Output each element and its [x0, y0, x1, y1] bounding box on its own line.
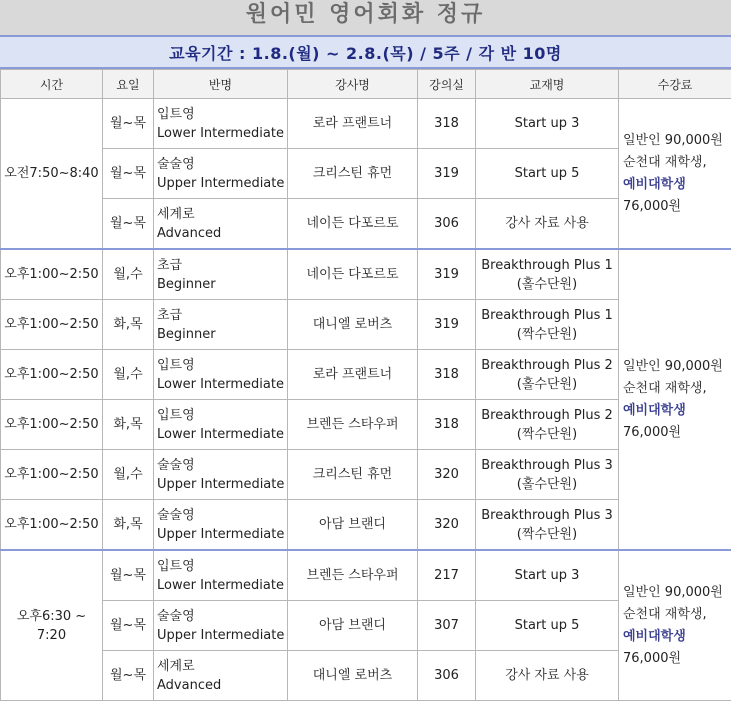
class-name-ko: 입트영 [157, 105, 287, 124]
class-level-en: Beginner [157, 275, 287, 294]
fee-prefreshman: 예비대학생 [623, 174, 731, 196]
book-cell [476, 199, 619, 250]
room-cell: 319 [418, 249, 476, 300]
page-title: 원어민 영어회화 정규 [246, 0, 486, 28]
header-class: 반명 [154, 70, 288, 99]
teacher-cell: 로라 프랜트너 [288, 350, 418, 400]
fee-general: 일반인 90,000원 [623, 130, 731, 152]
class-level-en: Lower Intermediate [157, 124, 287, 143]
header-book: 교재명 [476, 70, 619, 99]
class-cell [154, 601, 288, 651]
day-cell: 화,목 [103, 400, 154, 450]
class-name-ko: 세계로 [157, 657, 287, 676]
fee-student: 순천대 재학생, [623, 604, 731, 626]
book-units: (홀수단원) [476, 475, 618, 494]
teacher-cell: 대니엘 로버츠 [288, 300, 418, 350]
fee-student-price: 76,000원 [623, 648, 731, 670]
class-cell [154, 550, 288, 601]
book-cell [476, 300, 619, 350]
book-title: Start up 3 [476, 114, 618, 133]
class-cell [154, 300, 288, 350]
fee-student-price: 76,000원 [623, 422, 731, 444]
time-cell: 오전7:50~8:40 [1, 99, 103, 250]
fee-prefreshman: 예비대학생 [623, 400, 731, 422]
room-cell: 320 [418, 450, 476, 500]
class-name-ko: 술술영 [157, 456, 287, 475]
room-cell: 306 [418, 651, 476, 701]
book-units: (짝수단원) [476, 425, 618, 444]
book-title: 강사 자료 사용 [476, 214, 618, 233]
teacher-cell: 대니엘 로버츠 [288, 651, 418, 701]
day-cell: 화,목 [103, 300, 154, 350]
table-row [1, 550, 731, 601]
room-cell: 318 [418, 350, 476, 400]
room-cell: 217 [418, 550, 476, 601]
class-cell [154, 249, 288, 300]
room-cell: 319 [418, 300, 476, 350]
fee-student: 순천대 재학생, [623, 378, 731, 400]
time-cell: 오후1:00~2:50 [1, 249, 103, 300]
fee-cell [619, 550, 731, 701]
class-name-ko: 초급 [157, 256, 287, 275]
teacher-cell: 네이든 다포르토 [288, 249, 418, 300]
time-cell: 오후1:00~2:50 [1, 350, 103, 400]
teacher-cell: 아담 브랜디 [288, 601, 418, 651]
class-level-en: Advanced [157, 676, 287, 695]
fee-student-price: 76,000원 [623, 196, 731, 218]
time-cell: 오후1:00~2:50 [1, 400, 103, 450]
class-level-en: Upper Intermediate [157, 525, 287, 544]
book-cell [476, 99, 619, 149]
class-name-ko: 입트영 [157, 356, 287, 375]
table-body [1, 99, 731, 701]
fee-prefreshman: 예비대학생 [623, 626, 731, 648]
header-room: 강의실 [418, 70, 476, 99]
book-cell [476, 350, 619, 400]
time-cell: 오후1:00~2:50 [1, 500, 103, 551]
book-cell [476, 450, 619, 500]
time-cell: 오후1:00~2:50 [1, 450, 103, 500]
book-units: (짝수단원) [476, 525, 618, 544]
class-name-ko: 입트영 [157, 406, 287, 425]
header-fee: 수강료 [619, 70, 731, 99]
book-cell [476, 500, 619, 551]
class-cell [154, 199, 288, 250]
class-cell [154, 149, 288, 199]
book-title: Start up 5 [476, 164, 618, 183]
period-banner [0, 35, 731, 69]
book-cell [476, 651, 619, 701]
header-time: 시간 [1, 70, 103, 99]
class-name-ko: 술술영 [157, 607, 287, 626]
book-cell [476, 400, 619, 450]
class-cell [154, 350, 288, 400]
teacher-cell: 아담 브랜디 [288, 500, 418, 551]
fee-student: 순천대 재학생, [623, 152, 731, 174]
class-cell [154, 450, 288, 500]
day-cell: 월~목 [103, 601, 154, 651]
class-name-ko: 초급 [157, 306, 287, 325]
book-units: (홀수단원) [476, 275, 618, 294]
teacher-cell: 네이든 다포르토 [288, 199, 418, 250]
fee-cell [619, 249, 731, 550]
header-day: 요일 [103, 70, 154, 99]
book-cell [476, 601, 619, 651]
room-cell: 319 [418, 149, 476, 199]
book-title: Breakthrough Plus 3 [476, 506, 618, 525]
teacher-cell: 크리스틴 휴먼 [288, 149, 418, 199]
book-units: (짝수단원) [476, 325, 618, 344]
teacher-cell: 브렌든 스타우퍼 [288, 400, 418, 450]
book-title: Breakthrough Plus 2 [476, 406, 618, 425]
class-level-en: Upper Intermediate [157, 626, 287, 645]
day-cell: 월~목 [103, 651, 154, 701]
book-title: Breakthrough Plus 1 [476, 256, 618, 275]
fee-general: 일반인 90,000원 [623, 356, 731, 378]
day-cell: 월~목 [103, 99, 154, 149]
day-cell: 월,수 [103, 450, 154, 500]
class-level-en: Advanced [157, 224, 287, 243]
table-header-row [1, 70, 731, 99]
book-title: Breakthrough Plus 2 [476, 356, 618, 375]
room-cell: 318 [418, 400, 476, 450]
fee-cell [619, 99, 731, 250]
book-title: Start up 5 [476, 616, 618, 635]
teacher-cell: 로라 프랜트너 [288, 99, 418, 149]
class-name-ko: 입트영 [157, 557, 287, 576]
room-cell: 320 [418, 500, 476, 551]
room-cell: 318 [418, 99, 476, 149]
teacher-cell: 브렌든 스타우퍼 [288, 550, 418, 601]
class-name-ko: 술술영 [157, 506, 287, 525]
class-cell [154, 400, 288, 450]
period-text: 교육기간 : 1.8.(월) ~ 2.8.(목) / 5주 / 각 반 10명 [169, 41, 562, 64]
class-cell [154, 99, 288, 149]
table-row [1, 249, 731, 300]
book-cell [476, 149, 619, 199]
day-cell: 화,목 [103, 500, 154, 551]
class-name-ko: 술술영 [157, 155, 287, 174]
class-cell [154, 651, 288, 701]
class-level-en: Upper Intermediate [157, 475, 287, 494]
day-cell: 월~목 [103, 199, 154, 250]
book-title: Start up 3 [476, 566, 618, 585]
time-cell: 오후6:30 ~ 7:20 [1, 550, 103, 701]
book-cell [476, 249, 619, 300]
class-level-en: Lower Intermediate [157, 425, 287, 444]
class-cell [154, 500, 288, 551]
book-cell [476, 550, 619, 601]
day-cell: 월~목 [103, 149, 154, 199]
book-title: 강사 자료 사용 [476, 666, 618, 685]
class-level-en: Lower Intermediate [157, 375, 287, 394]
teacher-cell: 크리스틴 휴먼 [288, 450, 418, 500]
title-banner [0, 0, 731, 35]
class-level-en: Lower Intermediate [157, 576, 287, 595]
day-cell: 월,수 [103, 249, 154, 300]
table-row [1, 99, 731, 149]
schedule-table [0, 69, 731, 701]
header-teacher: 강사명 [288, 70, 418, 99]
class-level-en: Beginner [157, 325, 287, 344]
fee-general: 일반인 90,000원 [623, 582, 731, 604]
day-cell: 월,수 [103, 350, 154, 400]
class-name-ko: 세계로 [157, 205, 287, 224]
day-cell: 월~목 [103, 550, 154, 601]
book-title: Breakthrough Plus 1 [476, 306, 618, 325]
book-title: Breakthrough Plus 3 [476, 456, 618, 475]
class-level-en: Upper Intermediate [157, 174, 287, 193]
book-units: (홀수단원) [476, 375, 618, 394]
room-cell: 306 [418, 199, 476, 250]
time-cell: 오후1:00~2:50 [1, 300, 103, 350]
room-cell: 307 [418, 601, 476, 651]
